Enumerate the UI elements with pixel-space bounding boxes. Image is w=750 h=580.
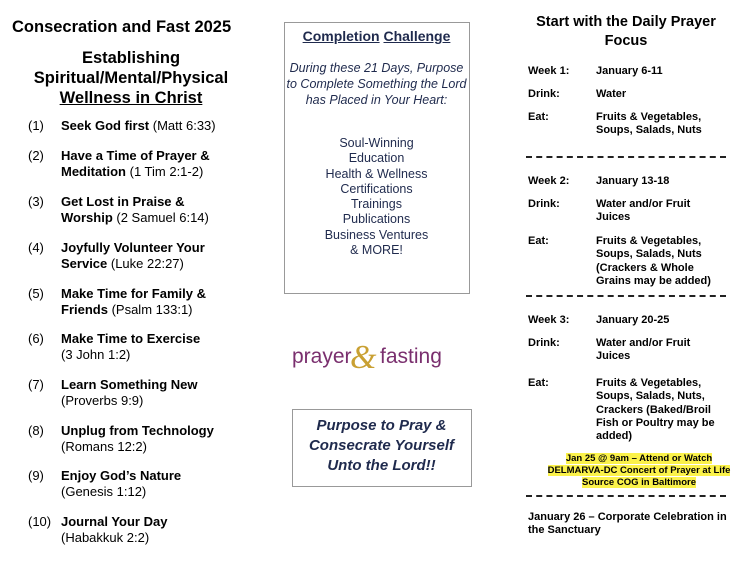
purpose-box <box>292 409 472 487</box>
challenge-list-item: Publications <box>342 212 411 227</box>
list-item-title: Get Lost in Praise & Worship <box>61 194 185 225</box>
challenge-list-item: Education <box>348 151 405 166</box>
list-item-number: (10) <box>28 514 52 529</box>
list-item-reference: (Psalm 133:1) <box>107 302 193 317</box>
prayer-fasting-logo <box>292 338 462 374</box>
completion-challenge-box <box>284 22 470 294</box>
week-3-eat-label: Eat: <box>528 377 549 389</box>
list-item-reference: (2 Samuel 6:14) <box>112 210 209 225</box>
challenge-list-item: Soul-Winning <box>339 136 414 150</box>
week-1-label: Week 1: <box>528 65 570 77</box>
list-item-title: Make Time to Exercise <box>61 331 201 346</box>
announcement-line: Source COG in Baltimore <box>581 477 697 488</box>
list-item-reference: (Matt 6:33) <box>149 118 216 133</box>
prayer-focus-title: Start with the Daily Prayer Focus <box>536 14 716 49</box>
week-2-drink: Water and/or Fruit Juices <box>596 198 691 224</box>
list-item-reference: (1 Tim 2:1-2) <box>126 164 204 179</box>
challenge-title-word-2: Challenge <box>383 28 451 44</box>
list-item-title: Seek God first <box>61 118 150 133</box>
list-item-reference: (Genesis 1:12) <box>61 484 147 499</box>
list-item-number: (2) <box>28 148 44 163</box>
list-item-number: (1) <box>28 118 44 133</box>
list-item-title: Unplug from Technology <box>61 423 214 438</box>
list-item-title: Journal Your Day <box>61 514 168 529</box>
list-item-reference: (Romans 12:2) <box>61 439 147 454</box>
week-1-dates: January 6-11 <box>596 65 663 77</box>
subtitle-line-3: Wellness in Christ <box>59 89 203 107</box>
week-1-eat-label: Eat: <box>528 111 549 123</box>
week-2-drink-label: Drink: <box>528 198 560 210</box>
week-3-drink: Water and/or Fruit Juices <box>596 337 691 363</box>
challenge-intro: During these 21 Days, Purpose to Complete Something the Lord has Placed in Your Heart: <box>286 61 467 107</box>
challenge-title-word-1: Completion <box>302 28 380 44</box>
challenge-list-item: Business Ventures <box>324 227 429 242</box>
challenge-title <box>285 28 468 44</box>
list-item-number: (7) <box>28 377 44 392</box>
list-item-reference: (Luke 22:27) <box>107 256 184 271</box>
list-item-title: Make Time for Family & Friends <box>61 286 206 317</box>
list-item-number: (3) <box>28 194 44 209</box>
challenge-list <box>285 136 468 258</box>
list-item-number: (6) <box>28 331 44 346</box>
list-item-title: Joyfully Volunteer Your Service <box>61 240 205 271</box>
week-1-drink: Water <box>596 88 627 100</box>
challenge-list-item: & MORE! <box>350 243 403 258</box>
page-title: Consecration and Fast 2025 <box>12 18 232 36</box>
list-item-number: (9) <box>28 468 44 483</box>
week-2-eat-label: Eat: <box>528 235 549 247</box>
list-item-reference: (3 John 1:2) <box>61 347 131 362</box>
week-2-label: Week 2: <box>528 175 570 187</box>
list-item-reference: (Habakkuk 2:2) <box>61 530 150 545</box>
list-item-number: (4) <box>28 240 44 255</box>
list-item-number: (5) <box>28 286 44 301</box>
divider <box>526 495 726 497</box>
week-2-dates: January 13-18 <box>596 175 670 187</box>
week-1-eat: Fruits & Vegetables, Soups, Salads, Nuts <box>596 111 702 137</box>
divider <box>526 156 726 158</box>
subtitle-line-2: Spiritual/Mental/Physical <box>33 69 229 87</box>
corporate-celebration-text: January 26 – Corporate Celebration in the Sanctuary <box>528 511 727 537</box>
challenge-list-item: Certifications <box>340 181 413 196</box>
concert-announcement <box>528 453 750 489</box>
subtitle-line-1: Establishing <box>81 49 181 67</box>
purpose-text: Purpose to Pray & Consecrate Yourself Unto the Lord!! <box>308 417 455 474</box>
challenge-list-item: Trainings <box>351 197 402 212</box>
list-item-title: Have a Time of Prayer & Meditation <box>61 148 210 179</box>
ampersand-icon: & <box>350 339 377 374</box>
announcement-line: DELMARVA-DC Concert of Prayer at Life <box>547 465 731 476</box>
challenge-list-item: Health & Wellness <box>325 166 428 181</box>
logo-word-fasting: fasting <box>380 345 442 368</box>
divider <box>526 295 726 297</box>
list-item-number: (8) <box>28 423 44 438</box>
list-item-title: Enjoy God’s Nature <box>61 468 182 483</box>
announcement-line: Jan 25 @ 9am – Attend or Watch <box>565 453 713 464</box>
logo-word-prayer: prayer <box>292 345 352 368</box>
week-3-eat: Fruits & Vegetables, Soups, Salads, Nuts, Crackers (Baked/Broil Fish or Poultry may be added) <box>596 377 715 443</box>
list-item-title: Learn Something New <box>61 377 198 392</box>
week-3-label: Week 3: <box>528 314 570 326</box>
list-item-reference: (Proverbs 9:9) <box>61 393 144 408</box>
week-3-dates: January 20-25 <box>596 314 670 326</box>
week-3-drink-label: Drink: <box>528 337 560 349</box>
week-1-drink-label: Drink: <box>528 88 560 100</box>
week-2-eat: Fruits & Vegetables, Soups, Salads, Nuts (Crackers & Whole Grains may be added) <box>596 235 711 287</box>
